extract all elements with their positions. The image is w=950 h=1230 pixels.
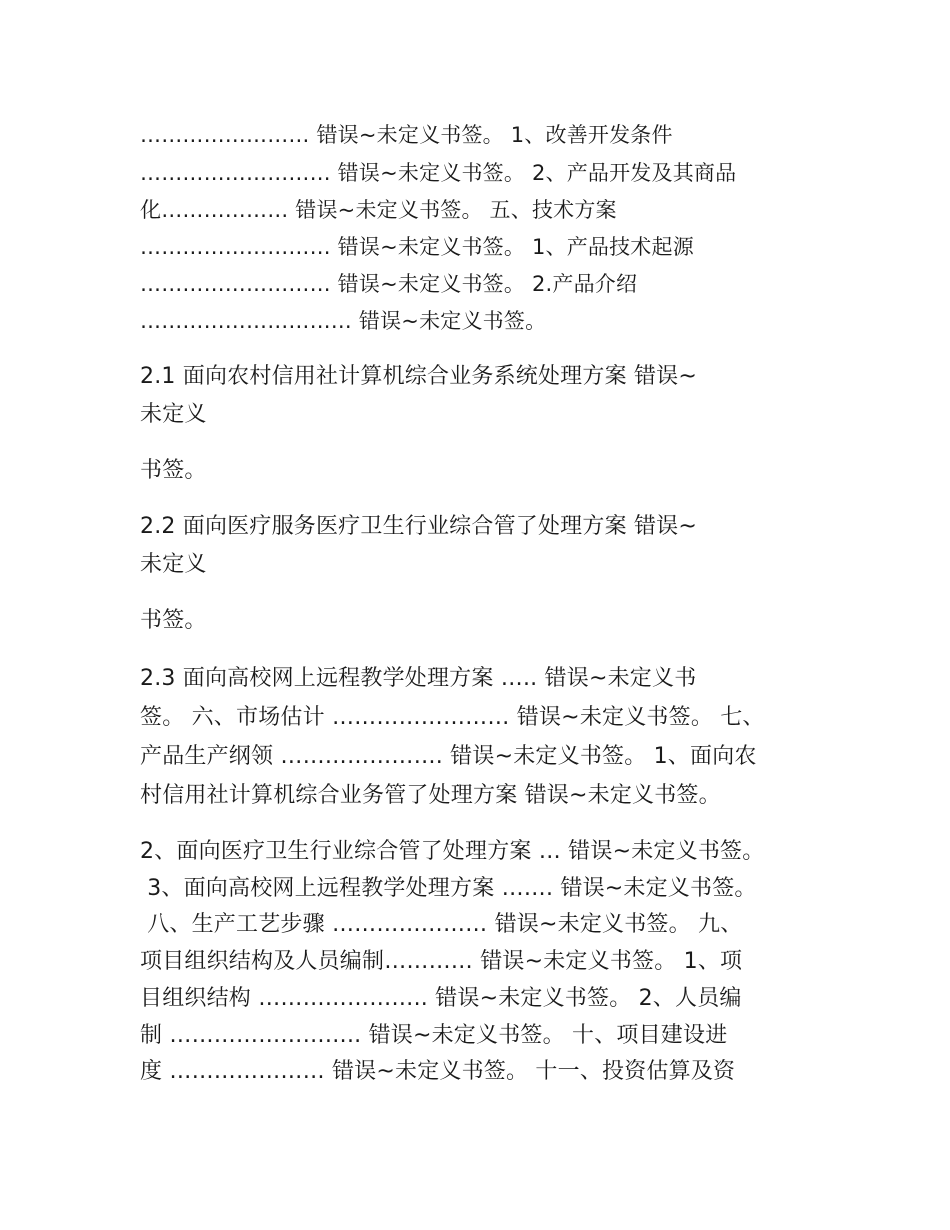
toc-line: 度 ………………… 错误~未定义书签。 十一、投资估算及资 <box>140 1059 736 1084</box>
toc-line: 制 …………………….. 错误~未定义书签。 十、项目建设进 <box>140 1023 728 1048</box>
toc-line: ………………………… 错误~未定义书签。 <box>140 309 547 333</box>
toc-line: 2、面向医疗卫生行业综合管了处理方案 … 错误~未定义书签。 <box>140 839 765 864</box>
toc-heading-line: 2.2 面向医疗服务医疗卫生行业综合管了处理方案 错误~ <box>140 514 698 539</box>
toc-line: …………………… 错误~未定义书签。 1、改善开发条件 <box>140 123 673 147</box>
toc-line: 签。 六、市场估计 …………………… 错误~未定义书签。 七、 <box>140 705 765 730</box>
toc-line: 项目组织结构及人员编制………… 错误~未定义书签。 1、项 <box>140 949 743 974</box>
toc-line: 3、面向高校网上远程教学处理方案 ……. 错误~未定义书签。 <box>140 876 757 901</box>
toc-line: 八、生产工艺步骤 ………………… 错误~未定义书签。 九、 <box>140 912 743 937</box>
toc-heading-line: 2.1 面向农村信用社计算机综合业务系统处理方案 错误~ <box>140 364 698 389</box>
toc-line: ……………………… 错误~未定义书签。 2.产品介绍 <box>140 272 638 296</box>
toc-line: 村信用社计算机综合业务管了处理方案 错误~未定义书签。 <box>140 783 721 808</box>
toc-line: 产品生产纲领 …………………. 错误~未定义书签。 1、面向农 <box>140 744 757 769</box>
toc-heading-line: 未定义 <box>140 552 207 577</box>
toc-heading-line: 书签。 <box>140 608 207 633</box>
toc-line: ……………………… 错误~未定义书签。 1、产品技术起源 <box>140 235 694 259</box>
toc-line: 2.3 面向高校网上远程教学处理方案 ….. 错误~未定义书 <box>140 666 697 691</box>
toc-line: 化……………… 错误~未定义书签。 五、技术方案 <box>140 198 617 222</box>
toc-heading-line: 书签。 <box>140 458 207 483</box>
toc-heading-line: 未定义 <box>140 402 207 427</box>
toc-line: 目组织结构 ………………….. 错误~未定义书签。 2、人员编 <box>140 986 742 1011</box>
toc-line: ……………………… 错误~未定义书签。 2、产品开发及其商品 <box>140 161 737 185</box>
